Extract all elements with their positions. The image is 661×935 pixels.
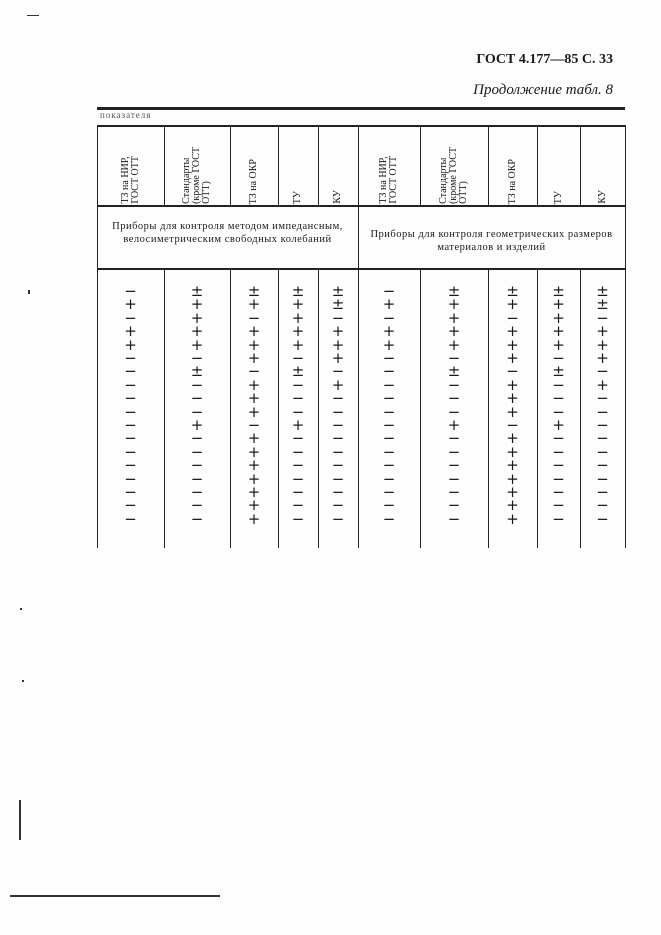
group-divider xyxy=(97,205,98,268)
table-cell: + xyxy=(291,308,305,327)
table-cell: − xyxy=(382,308,396,327)
table-cell: − xyxy=(382,362,396,381)
scan-mark xyxy=(20,608,22,610)
table-cell: + xyxy=(331,349,345,367)
table-cell: ± xyxy=(447,282,461,300)
column-divider xyxy=(97,268,98,548)
indicator-header: показателя xyxy=(100,110,152,120)
table-cell: + xyxy=(190,308,204,327)
table-cell: − xyxy=(447,429,461,448)
table-cell: − xyxy=(247,362,261,381)
table-cell: − xyxy=(190,483,204,501)
table-cell: − xyxy=(124,389,137,408)
scan-mark xyxy=(19,800,21,840)
table-cell: + xyxy=(506,295,519,314)
table-cell: − xyxy=(124,349,137,367)
column-header xyxy=(164,126,230,204)
table-cell: ± xyxy=(552,282,565,300)
table-cell: − xyxy=(382,496,396,515)
table-cell: − xyxy=(291,389,305,408)
table-cell: − xyxy=(382,416,396,434)
table-cell: − xyxy=(382,456,396,475)
table-cell: + xyxy=(124,322,137,341)
table-cell: + xyxy=(506,322,519,341)
table-cell: + xyxy=(447,335,461,354)
table-cell: + xyxy=(552,295,565,314)
table-cell: − xyxy=(190,349,204,367)
table-cell: + xyxy=(247,335,261,354)
column-divider xyxy=(625,125,626,205)
table-cell: + xyxy=(596,335,609,354)
column-header xyxy=(537,126,580,204)
table-cell: + xyxy=(247,509,261,528)
table-cell: − xyxy=(124,469,137,488)
table-cell: − xyxy=(190,429,204,448)
table-cell: − xyxy=(447,442,461,461)
table-cell: + xyxy=(190,416,204,434)
column-header xyxy=(580,126,625,204)
table-cell: − xyxy=(124,442,137,461)
table-cell: ± xyxy=(247,282,261,300)
table-cell: − xyxy=(124,483,137,501)
table-cell: − xyxy=(291,375,305,394)
table-cell: − xyxy=(331,509,345,528)
column-header xyxy=(358,126,420,204)
scan-mark xyxy=(22,680,24,682)
table-cell: ± xyxy=(291,282,305,300)
table-cell: − xyxy=(331,362,345,381)
scan-mark xyxy=(10,895,220,897)
table-cell: + xyxy=(552,416,565,434)
table-cell: + xyxy=(506,496,519,515)
table-cell: + xyxy=(291,322,305,341)
table-cell: + xyxy=(596,349,609,367)
table-cell: − xyxy=(506,308,519,327)
table-cell: − xyxy=(291,349,305,367)
table-cell: + xyxy=(247,375,261,394)
table-cell: − xyxy=(552,402,565,421)
table-cell: − xyxy=(331,402,345,421)
table-cell: − xyxy=(331,308,345,327)
table-cell: − xyxy=(596,442,609,461)
table-cell: − xyxy=(382,469,396,488)
table-cell: − xyxy=(247,416,261,434)
table-rule xyxy=(97,107,625,110)
group-divider xyxy=(358,205,359,268)
column-divider xyxy=(420,268,421,548)
column-divider xyxy=(537,268,538,548)
table-cell: + xyxy=(190,295,204,314)
table-cell: ± xyxy=(447,362,461,381)
table-cell: − xyxy=(596,483,609,501)
table-cell: + xyxy=(382,322,396,341)
table-cell: − xyxy=(382,509,396,528)
table-cell: + xyxy=(506,349,519,367)
table-cell: − xyxy=(382,442,396,461)
table-cell: − xyxy=(506,416,519,434)
table-cell: + xyxy=(190,335,204,354)
table-cell: ± xyxy=(331,295,345,314)
table-cell: + xyxy=(331,375,345,394)
table-cell: + xyxy=(124,335,137,354)
column-divider xyxy=(164,268,165,548)
table-cell: − xyxy=(596,469,609,488)
table-cell: − xyxy=(124,362,137,381)
table-cell: − xyxy=(552,496,565,515)
table-cell: − xyxy=(331,483,345,501)
table-cell: ± xyxy=(291,362,305,381)
table-cell: − xyxy=(447,496,461,515)
table-cell: − xyxy=(552,509,565,528)
table-cell: + xyxy=(506,456,519,475)
table-cell: + xyxy=(291,416,305,434)
table-cell: − xyxy=(291,442,305,461)
column-divider xyxy=(318,268,319,548)
table-cell: − xyxy=(291,509,305,528)
column-divider xyxy=(488,268,489,548)
column-header-label: ТЗ на ОКР xyxy=(506,158,518,204)
table-cell: + xyxy=(247,469,261,488)
table-cell: − xyxy=(331,469,345,488)
table-cell: − xyxy=(190,389,204,408)
table-cell: + xyxy=(447,322,461,341)
table-cell: − xyxy=(331,456,345,475)
table-cell: − xyxy=(291,469,305,488)
table-cell: + xyxy=(382,295,396,314)
table-cell: + xyxy=(506,429,519,448)
table-cell: + xyxy=(506,509,519,528)
table-cell: ± xyxy=(596,282,609,300)
table-cell: + xyxy=(447,416,461,434)
table-cell: − xyxy=(124,402,137,421)
table-cell: − xyxy=(190,509,204,528)
table-cell: − xyxy=(552,429,565,448)
column-divider xyxy=(580,268,581,548)
group-title: Приборы для контроля методом импедансным, велосиметрическим свободных колебаний xyxy=(112,221,343,245)
table-cell: − xyxy=(382,483,396,501)
table-cell: − xyxy=(382,429,396,448)
table-cell: − xyxy=(190,456,204,475)
table-cell: + xyxy=(382,335,396,354)
column-divider xyxy=(625,268,626,548)
table-cell: − xyxy=(596,416,609,434)
table-cell: − xyxy=(291,496,305,515)
table-cell: + xyxy=(247,402,261,421)
table-cell: + xyxy=(190,322,204,341)
table-cell: + xyxy=(331,335,345,354)
table-cell: ± xyxy=(190,362,204,381)
table-cell: − xyxy=(190,442,204,461)
table-cell: + xyxy=(447,308,461,327)
column-header-label: Стандарты (кроме ГОСТ ОТТ) xyxy=(438,147,469,204)
column-header xyxy=(318,126,358,204)
table-cell: ± xyxy=(331,282,345,300)
table-cell: − xyxy=(247,308,261,327)
column-header xyxy=(420,126,488,204)
table-cell: − xyxy=(596,456,609,475)
table-cell: + xyxy=(506,389,519,408)
table-cell: − xyxy=(596,308,609,327)
column-header-label: ТЗ на НИР, ГОСТ ОТТ xyxy=(378,156,399,204)
table-cell: + xyxy=(447,295,461,314)
table-cell: − xyxy=(506,362,519,381)
table-cell: − xyxy=(552,389,565,408)
table-cell: + xyxy=(247,483,261,501)
table-cell: − xyxy=(331,429,345,448)
column-header-label: Стандарты (кроме ГОСТ ОТТ) xyxy=(181,147,212,204)
table-cell: − xyxy=(331,416,345,434)
table-cell: − xyxy=(552,375,565,394)
table-cell: − xyxy=(596,402,609,421)
table-cell: − xyxy=(124,375,137,394)
table-cell: − xyxy=(447,469,461,488)
table-cell: + xyxy=(247,295,261,314)
table-cell: − xyxy=(190,375,204,394)
column-header-label: ТУ xyxy=(552,190,564,204)
table-cell: + xyxy=(247,429,261,448)
table-cell: + xyxy=(596,375,609,394)
table-cell: + xyxy=(247,322,261,341)
table-cell: − xyxy=(552,349,565,367)
table-continuation-caption: Продолжение табл. 8 xyxy=(473,82,613,98)
table-cell: + xyxy=(552,335,565,354)
table-cell: − xyxy=(552,442,565,461)
table-cell: + xyxy=(124,295,137,314)
table-cell: + xyxy=(506,469,519,488)
column-header-label: ТЗ на ОКР xyxy=(248,158,259,204)
column-header-label: КУ xyxy=(332,190,343,204)
table-cell: − xyxy=(190,496,204,515)
table-cell: + xyxy=(247,456,261,475)
table-cell: − xyxy=(447,456,461,475)
table-cell: + xyxy=(291,295,305,314)
column-header xyxy=(278,126,318,204)
table-cell: + xyxy=(247,389,261,408)
table-cell: − xyxy=(291,456,305,475)
table-cell: − xyxy=(552,469,565,488)
table-cell: + xyxy=(596,322,609,341)
table-cell: − xyxy=(447,509,461,528)
column-header xyxy=(488,126,537,204)
scan-mark xyxy=(27,15,39,16)
table-cell: − xyxy=(291,483,305,501)
table-cell: + xyxy=(506,402,519,421)
table-cell: − xyxy=(124,509,137,528)
column-header xyxy=(97,126,164,204)
table-cell: − xyxy=(124,416,137,434)
group-divider xyxy=(625,205,626,268)
table-cell: − xyxy=(382,349,396,367)
table-cell: − xyxy=(124,496,137,515)
table-cell: − xyxy=(190,469,204,488)
table-rule xyxy=(97,268,625,270)
table-cell: − xyxy=(382,389,396,408)
table-cell: ± xyxy=(190,282,204,300)
column-header-label: КУ xyxy=(596,190,608,204)
scan-mark xyxy=(28,290,30,294)
table-cell: + xyxy=(552,308,565,327)
table-cell: − xyxy=(382,282,396,300)
table-cell: ± xyxy=(506,282,519,300)
table-cell: + xyxy=(247,496,261,515)
column-header xyxy=(230,126,278,204)
column-divider xyxy=(358,268,359,548)
table-cell: ± xyxy=(552,362,565,381)
table-cell: + xyxy=(506,335,519,354)
table-cell: − xyxy=(552,483,565,501)
table-cell: − xyxy=(291,429,305,448)
table-cell: − xyxy=(124,456,137,475)
table-cell: + xyxy=(506,442,519,461)
table-cell: − xyxy=(596,389,609,408)
page-header: ГОСТ 4.177—85 С. 33 xyxy=(476,52,613,67)
table-cell: − xyxy=(382,375,396,394)
table-cell: + xyxy=(506,483,519,501)
table-cell: + xyxy=(506,375,519,394)
table-cell: − xyxy=(124,282,137,300)
column-header-label: ТУ xyxy=(292,190,303,204)
table-cell: − xyxy=(291,402,305,421)
table-cell: + xyxy=(331,322,345,341)
table-cell: − xyxy=(382,402,396,421)
table-cell: − xyxy=(447,375,461,394)
table-cell: − xyxy=(447,349,461,367)
table-cell: − xyxy=(596,362,609,381)
table-cell: − xyxy=(331,496,345,515)
table-cell: + xyxy=(552,322,565,341)
table-cell: − xyxy=(447,389,461,408)
table-cell: − xyxy=(124,308,137,327)
table-cell: − xyxy=(190,402,204,421)
table-cell: − xyxy=(331,389,345,408)
column-divider xyxy=(230,268,231,548)
table-rule xyxy=(97,205,625,207)
table-cell: − xyxy=(124,429,137,448)
table-cell: + xyxy=(247,442,261,461)
table-cell: ± xyxy=(596,295,609,314)
group-title: Приборы для контроля геометрических размеров материалов и изделий xyxy=(370,229,613,253)
table-cell: + xyxy=(291,335,305,354)
table-cell: − xyxy=(552,456,565,475)
table-cell: − xyxy=(596,509,609,528)
column-header-label: ТЗ на НИР, ГОСТ ОТТ xyxy=(119,156,141,204)
table-cell: − xyxy=(596,429,609,448)
table-cell: − xyxy=(596,496,609,515)
table-cell: − xyxy=(447,402,461,421)
column-divider xyxy=(278,268,279,548)
table-cell: − xyxy=(447,483,461,501)
table-cell: − xyxy=(331,442,345,461)
table-cell: + xyxy=(247,349,261,367)
